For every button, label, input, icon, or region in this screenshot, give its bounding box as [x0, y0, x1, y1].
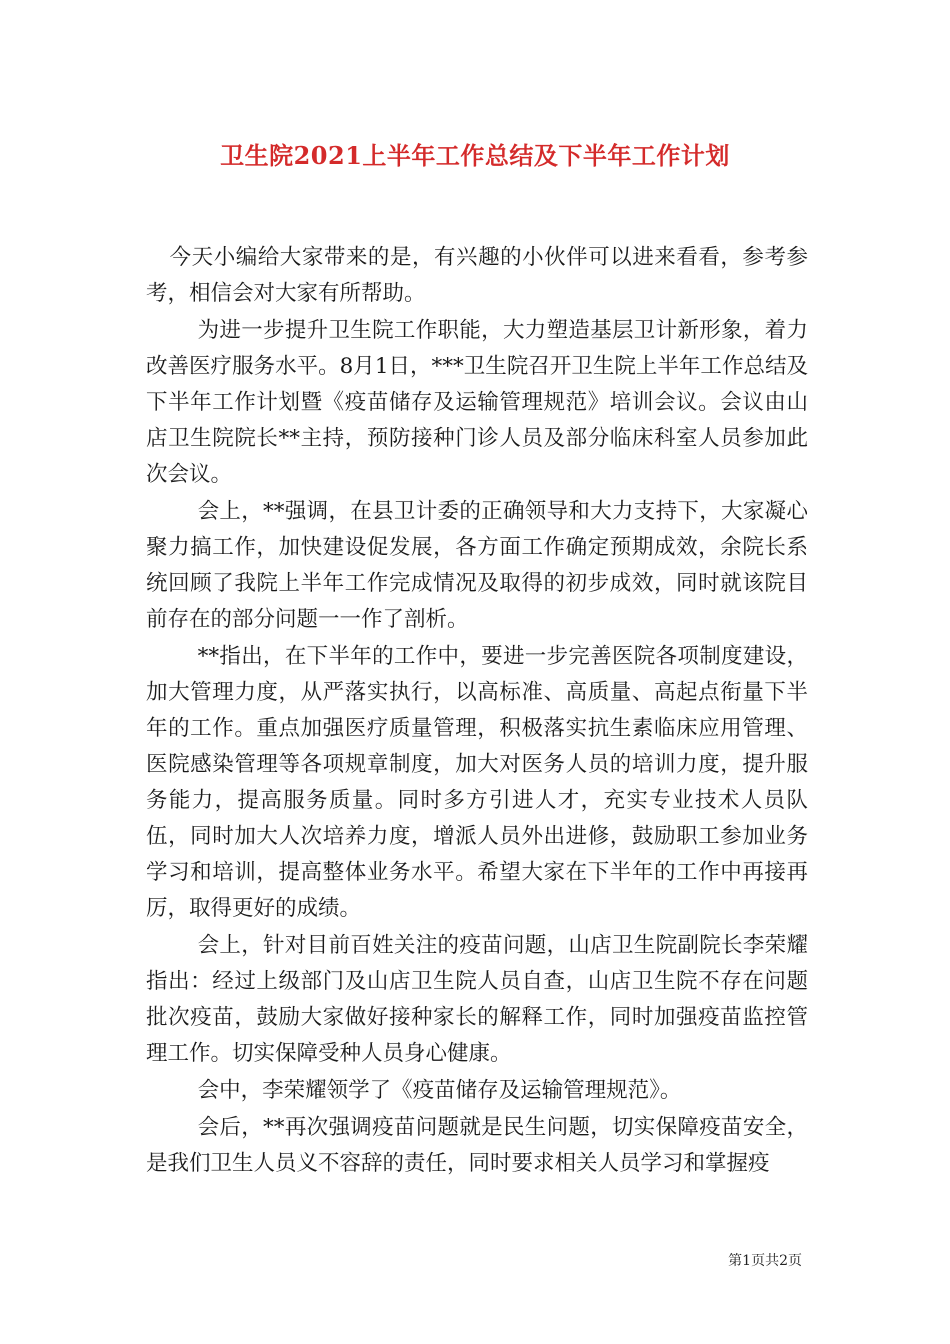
paragraph-intro: 今天小编给大家带来的是，有兴趣的小伙伴可以进来看看，参考参考，相信会对大家有所帮助。 [146, 245, 808, 306]
paragraph-study: 会中，李荣耀领学了《疫苗储存及运输管理规范》。 [197, 1078, 682, 1103]
document-body [146, 240, 808, 1183]
document-title: 卫生院2021上半年工作总结及下半年工作计划 [220, 141, 730, 170]
page-number: 第1页共2页 [728, 1253, 802, 1269]
paragraph-closing: 会后，**再次强调疫苗问题就是民生问题，切实保障疫苗安全，是我们卫生人员义不容辞的责任，同时要求相关人员学习和掌握疫 [146, 1115, 808, 1176]
paragraph-meeting-purpose: 为进一步提升卫生院工作职能，大力塑造基层卫计新形象，着力改善医疗服务水平。8月1日，***卫生院召开卫生院上半年工作总结及下半年工作计划暨《疫苗储存及运输管理规范》培训会议。会议由山店卫生院院长**主持，预防接种门诊人员及部分临床科室人员参加此次会议。 [146, 318, 808, 487]
paragraph-vaccine-issue: 会上，针对目前百姓关注的疫苗问题，山店卫生院副院长李荣耀指出：经过上级部门及山店卫生院人员自查，山店卫生院不存在问题批次疫苗，鼓励大家做好接种家长的解释工作，同时加强疫苗监控管理工作。切实保障受种人员身心健康。 [146, 933, 808, 1066]
paragraph-plan: **指出，在下半年的工作中，要进一步完善医院各项制度建设，加大管理力度，从严落实执行，以高标准、高质量、高起点衔量下半年的工作。重点加强医疗质量管理，积极落实抗生素临床应用管理、医院感染管理等各项规章制度，加大对医务人员的培训力度，提升服务能力，提高服务质量。同时多方引进人才，充实专业技术人员队伍，同时加大人次培养力度，增派人员外出进修，鼓励职工参加业务学习和培训，提高整体业务水平。希望大家在下半年的工作中再接再厉，取得更好的成绩。 [146, 644, 808, 921]
paragraph-review: 会上，**强调，在县卫计委的正确领导和大力支持下，大家凝心聚力搞工作，加快建设促发展，各方面工作确定预期成效，余院长系统回顾了我院上半年工作完成情况及取得的初步成效，同时就该院目前存在的部分问题一一作了剖析。 [146, 499, 808, 632]
